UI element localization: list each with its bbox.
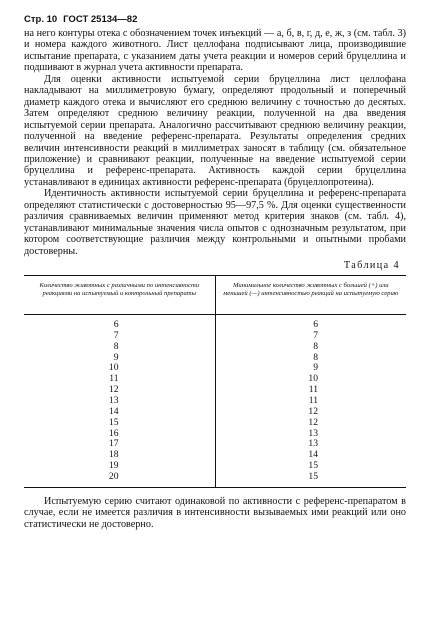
table-cell: 17 bbox=[108, 438, 119, 450]
document-page bbox=[24, 14, 406, 530]
table-cell: 10 bbox=[308, 373, 318, 385]
table-cell: 8 bbox=[313, 351, 318, 363]
table-cell: 13 bbox=[308, 438, 318, 450]
table-cell: 15 bbox=[308, 460, 318, 472]
table-cell: 15 bbox=[308, 470, 318, 482]
table-cell: 10 bbox=[108, 362, 119, 374]
table-4 bbox=[24, 275, 406, 488]
table-cell: 12 bbox=[308, 405, 318, 417]
table-cell: 11 bbox=[308, 394, 318, 406]
table-cell: 11 bbox=[308, 384, 318, 396]
table-cell: 14 bbox=[108, 405, 119, 417]
table-cell: 8 bbox=[113, 340, 119, 352]
table-header-col1: Количество животных с различными по интенсивности реакциями на испытуемый и контрольный препараты bbox=[24, 276, 215, 315]
table-cell: 20 bbox=[108, 470, 119, 482]
page-header bbox=[24, 14, 406, 25]
paragraph-1: на него контуры отека с обозначением точек инъекций — а, б, в, г, д, е, ж, з (см. табл. 3) и номера каждого животного. Лист целлофана подписывают лица, производившие испытание препарата, с указанием даты учета реакции и номеров серий бруцеллина и подшивают в журнал учета активности препарата. bbox=[24, 28, 406, 74]
standard-code: ГОСТ 25134—82 bbox=[63, 14, 138, 25]
table-cell: 9 bbox=[313, 362, 318, 374]
table-title: Таблица 4 bbox=[343, 260, 400, 272]
table-cell: 15 bbox=[108, 416, 119, 428]
table-header-col2: Минимальное количество животных с большей (+) или меньшей (—) интенсивностью реакций на испытуемую серию bbox=[216, 276, 407, 315]
table-cell: 12 bbox=[108, 384, 119, 396]
table-column-animals-count bbox=[24, 276, 215, 487]
table-cell: 7 bbox=[313, 329, 318, 341]
table-cell: 7 bbox=[113, 329, 119, 341]
table-cell: 6 bbox=[113, 319, 119, 331]
table-cell: 13 bbox=[108, 394, 119, 406]
table-column-min-count bbox=[215, 276, 407, 487]
table-cell: 6 bbox=[313, 319, 318, 331]
table-cell: 9 bbox=[113, 351, 119, 363]
table-cell: 16 bbox=[108, 427, 119, 439]
paragraph-2: Для оценки активности испытуемой серии бруцеллина лист целлофана накладывают на миллиметровую бумагу, определяют продольный и поперечный диаметр каждого отека и вычисляют его среднюю величину с точностью до десятых. Затем определяют среднюю величину реакции, полученной на два введения испытуемой серии препарата. Аналогично рассчитывают среднюю величину реакции, полученной на введение референс-препарата. Результаты определения средних величин интенсивности реакций в миллиметрах заносят в таблицу (см. обязательное приложение) и сравнивают реакции, полученные на введение испытуемой серии бруцеллина и референс-препарата. Активность каждой серии бруцеллина устанавливают в единицах активности референс-препарата (бруцеллопротеина). bbox=[24, 73, 406, 188]
page-label: Стр. 10 bbox=[24, 14, 58, 25]
table-cell: 19 bbox=[108, 460, 119, 472]
table-cell: 12 bbox=[308, 416, 318, 428]
table-col1-values bbox=[24, 315, 215, 487]
table-cell: 18 bbox=[108, 449, 119, 461]
table-col2-values bbox=[216, 315, 407, 487]
paragraph-3: Идентичность активности испытуемой серии бруцеллина и референс-препарата определяют статистически с достоверностью 95—97,5 %. Для оценки существенности различия сравниваемых величин применяют метод критерия знаков (см. табл. 4), устанавливают минимальные значения числа опытов с однозначным результатом, при котором соответствующие различия между контрольными и опытными пробами достоверны. bbox=[24, 188, 406, 257]
table-cell: 14 bbox=[308, 449, 318, 461]
table-cell: 13 bbox=[308, 427, 318, 439]
table-cell: 11 bbox=[109, 373, 119, 385]
paragraph-4: Испытуемую серию считают одинаковой по активности с референс-препаратом в случае, если не имеется различия в интенсивности вызываемых ими реакций или оно статистически не достоверно. bbox=[24, 495, 406, 530]
table-cell: 8 bbox=[313, 340, 318, 352]
